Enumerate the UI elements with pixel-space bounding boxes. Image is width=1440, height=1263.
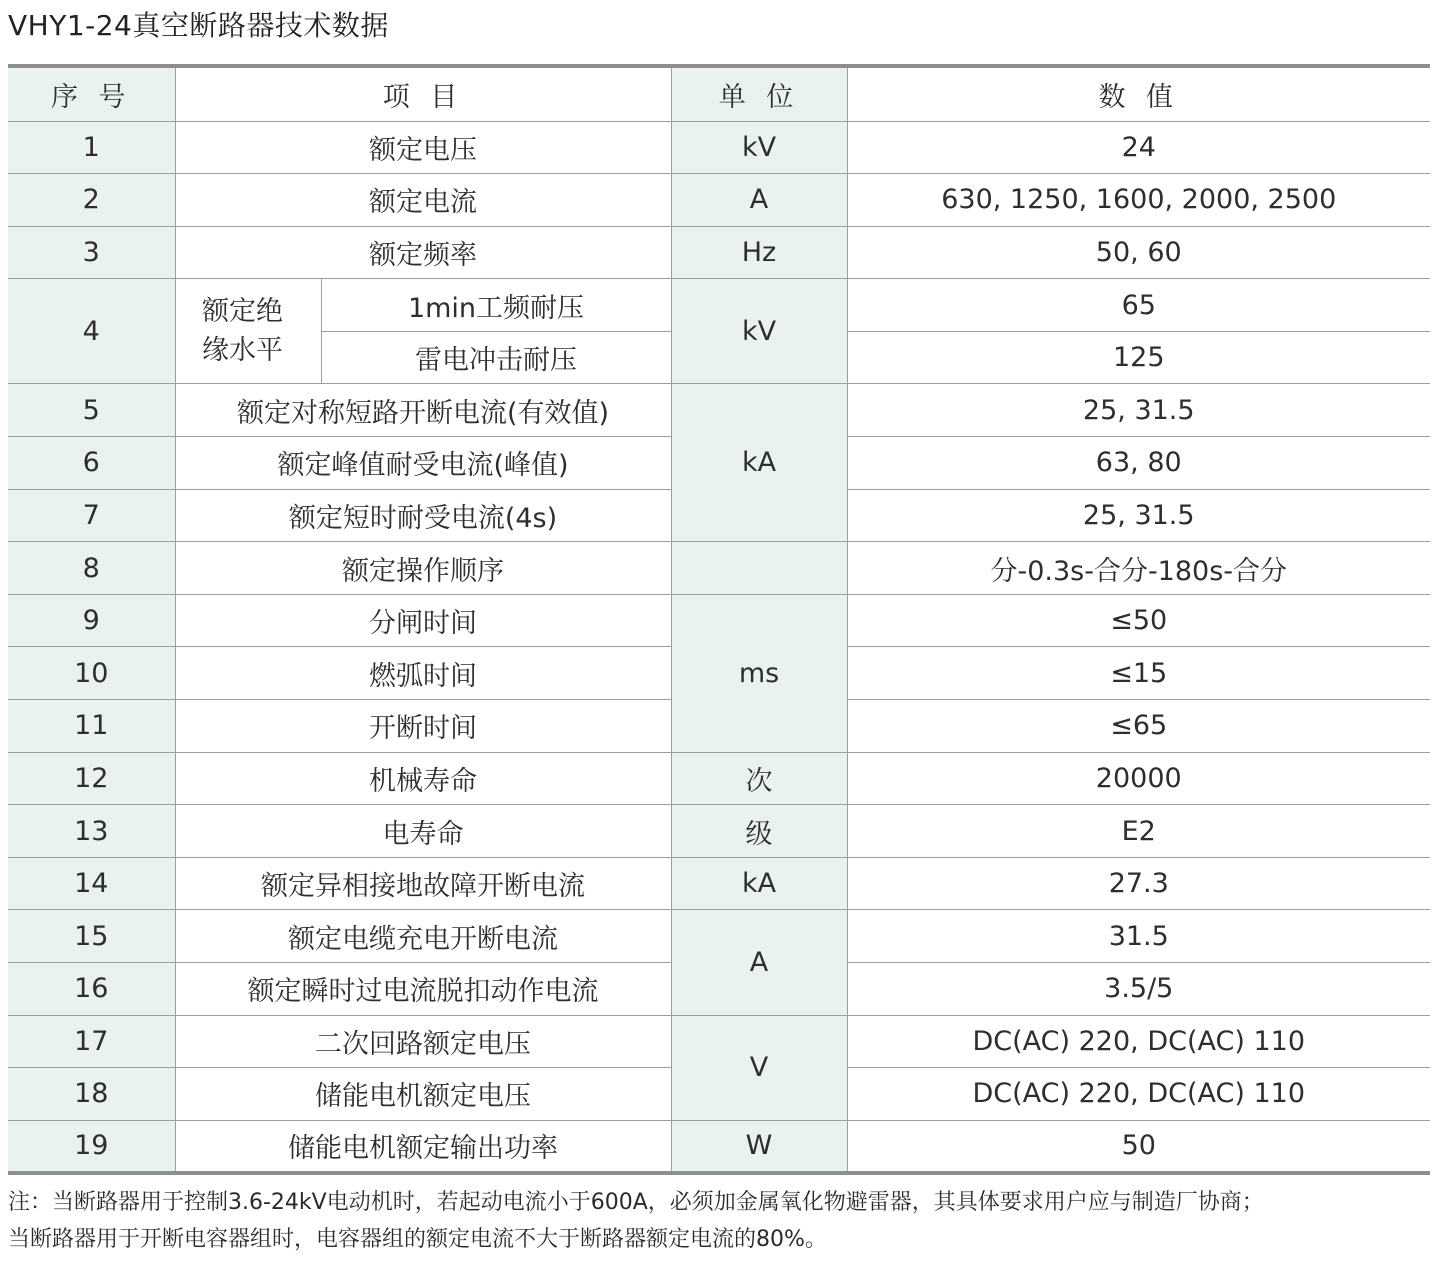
row-seq: 12: [8, 752, 175, 805]
row-item: 额定短时耐受电流(4s): [175, 489, 671, 542]
table-row: [8, 384, 1430, 437]
row-seq: 15: [8, 910, 175, 963]
row-seq: 5: [8, 384, 175, 437]
row-seq: 10: [8, 647, 175, 700]
row-value: 31.5: [847, 910, 1430, 963]
row-unit: A: [671, 910, 847, 1015]
row-item: 额定异相接地故障开断电流: [175, 857, 671, 910]
row-value: 3.5/5: [847, 963, 1430, 1016]
table-row: [8, 279, 1430, 332]
row-seq: 8: [8, 542, 175, 595]
row-subitem: 雷电冲击耐压: [321, 331, 671, 384]
header-item: 项 目: [175, 66, 671, 121]
row-seq: 3: [8, 226, 175, 279]
row-unit: kV: [671, 121, 847, 174]
row-value: E2: [847, 805, 1430, 858]
row-item: 开断时间: [175, 700, 671, 753]
spec-table: [8, 64, 1430, 1175]
row-seq: 6: [8, 437, 175, 490]
row-unit: kA: [671, 384, 847, 542]
row-value: 50: [847, 1120, 1430, 1173]
footnote-line: 当断路器用于开断电容器组时，电容器组的额定电流不大于断路器额定电流的80%。: [8, 1227, 827, 1252]
table-row: [8, 542, 1430, 595]
table-row: [8, 752, 1430, 805]
footnote-line: 注：当断路器用于控制3.6-24kV电动机时，若起动电流小于600A，必须加金属氧化物避雷器，其具体要求用户应与制造厂协商；: [8, 1190, 1264, 1215]
row-seq: 14: [8, 857, 175, 910]
row-unit: A: [671, 174, 847, 227]
row-seq: 18: [8, 1068, 175, 1121]
row-value: 63, 80: [847, 437, 1430, 490]
row-group-label: [175, 279, 321, 384]
row-item: 额定对称短路开断电流(有效值): [175, 384, 671, 437]
page-title: VHY1-24真空断路器技术数据: [8, 9, 389, 42]
row-unit: 级: [671, 805, 847, 858]
row-value: 分-0.3s-合分-180s-合分: [847, 542, 1430, 595]
row-value: 125: [847, 331, 1430, 384]
header-value: 数 值: [847, 66, 1430, 121]
row-seq: 7: [8, 489, 175, 542]
row-item: 额定峰值耐受电流(峰值): [175, 437, 671, 490]
row-item: 额定电缆充电开断电流: [175, 910, 671, 963]
row-seq: 16: [8, 963, 175, 1016]
row-seq: 1: [8, 121, 175, 174]
row-seq: 17: [8, 1015, 175, 1068]
header-unit: 单 位: [671, 66, 847, 121]
row-item: 额定频率: [175, 226, 671, 279]
insulation-level-label: 额定绝缘水平: [202, 296, 283, 367]
row-item: 储能电机额定输出功率: [175, 1120, 671, 1173]
row-unit: kA: [671, 857, 847, 910]
row-seq: 4: [8, 279, 175, 384]
row-unit: kV: [671, 279, 847, 384]
row-item: 额定操作顺序: [175, 542, 671, 595]
row-value: DC(AC) 220, DC(AC) 110: [847, 1068, 1430, 1121]
row-item: 额定电压: [175, 121, 671, 174]
row-value: 27.3: [847, 857, 1430, 910]
row-unit: W: [671, 1120, 847, 1173]
row-value: 24: [847, 121, 1430, 174]
table-row: [8, 174, 1430, 227]
row-value: 25, 31.5: [847, 489, 1430, 542]
row-item: 电寿命: [175, 805, 671, 858]
row-unit: V: [671, 1015, 847, 1120]
row-item: 额定电流: [175, 174, 671, 227]
table-row: [8, 226, 1430, 279]
row-item: 燃弧时间: [175, 647, 671, 700]
table-row: [8, 1015, 1430, 1068]
row-value: 50, 60: [847, 226, 1430, 279]
row-value: ≤50: [847, 594, 1430, 647]
table-row: [8, 910, 1430, 963]
row-seq: 2: [8, 174, 175, 227]
table-header-row: [8, 66, 1430, 121]
row-seq: 13: [8, 805, 175, 858]
row-item: 分闸时间: [175, 594, 671, 647]
row-value: 65: [847, 279, 1430, 332]
table-row: [8, 857, 1430, 910]
table-row: [8, 121, 1430, 174]
header-seq: 序 号: [8, 66, 175, 121]
row-item: 二次回路额定电压: [175, 1015, 671, 1068]
row-unit: 次: [671, 752, 847, 805]
row-value: DC(AC) 220, DC(AC) 110: [847, 1015, 1430, 1068]
row-value: ≤15: [847, 647, 1430, 700]
row-item: 储能电机额定电压: [175, 1068, 671, 1121]
row-unit: [671, 542, 847, 595]
row-seq: 9: [8, 594, 175, 647]
row-value: 630, 1250, 1600, 2000, 2500: [847, 174, 1430, 227]
row-value: 25, 31.5: [847, 384, 1430, 437]
table-row: [8, 1120, 1430, 1173]
row-unit: Hz: [671, 226, 847, 279]
footnote: [8, 1184, 1264, 1258]
row-unit: ms: [671, 594, 847, 752]
row-subitem: 1min工频耐压: [321, 279, 671, 332]
table-row: [8, 594, 1430, 647]
row-value: ≤65: [847, 700, 1430, 753]
row-seq: 11: [8, 700, 175, 753]
row-seq: 19: [8, 1120, 175, 1173]
row-item: 机械寿命: [175, 752, 671, 805]
row-value: 20000: [847, 752, 1430, 805]
table-row: [8, 805, 1430, 858]
row-item: 额定瞬时过电流脱扣动作电流: [175, 963, 671, 1016]
